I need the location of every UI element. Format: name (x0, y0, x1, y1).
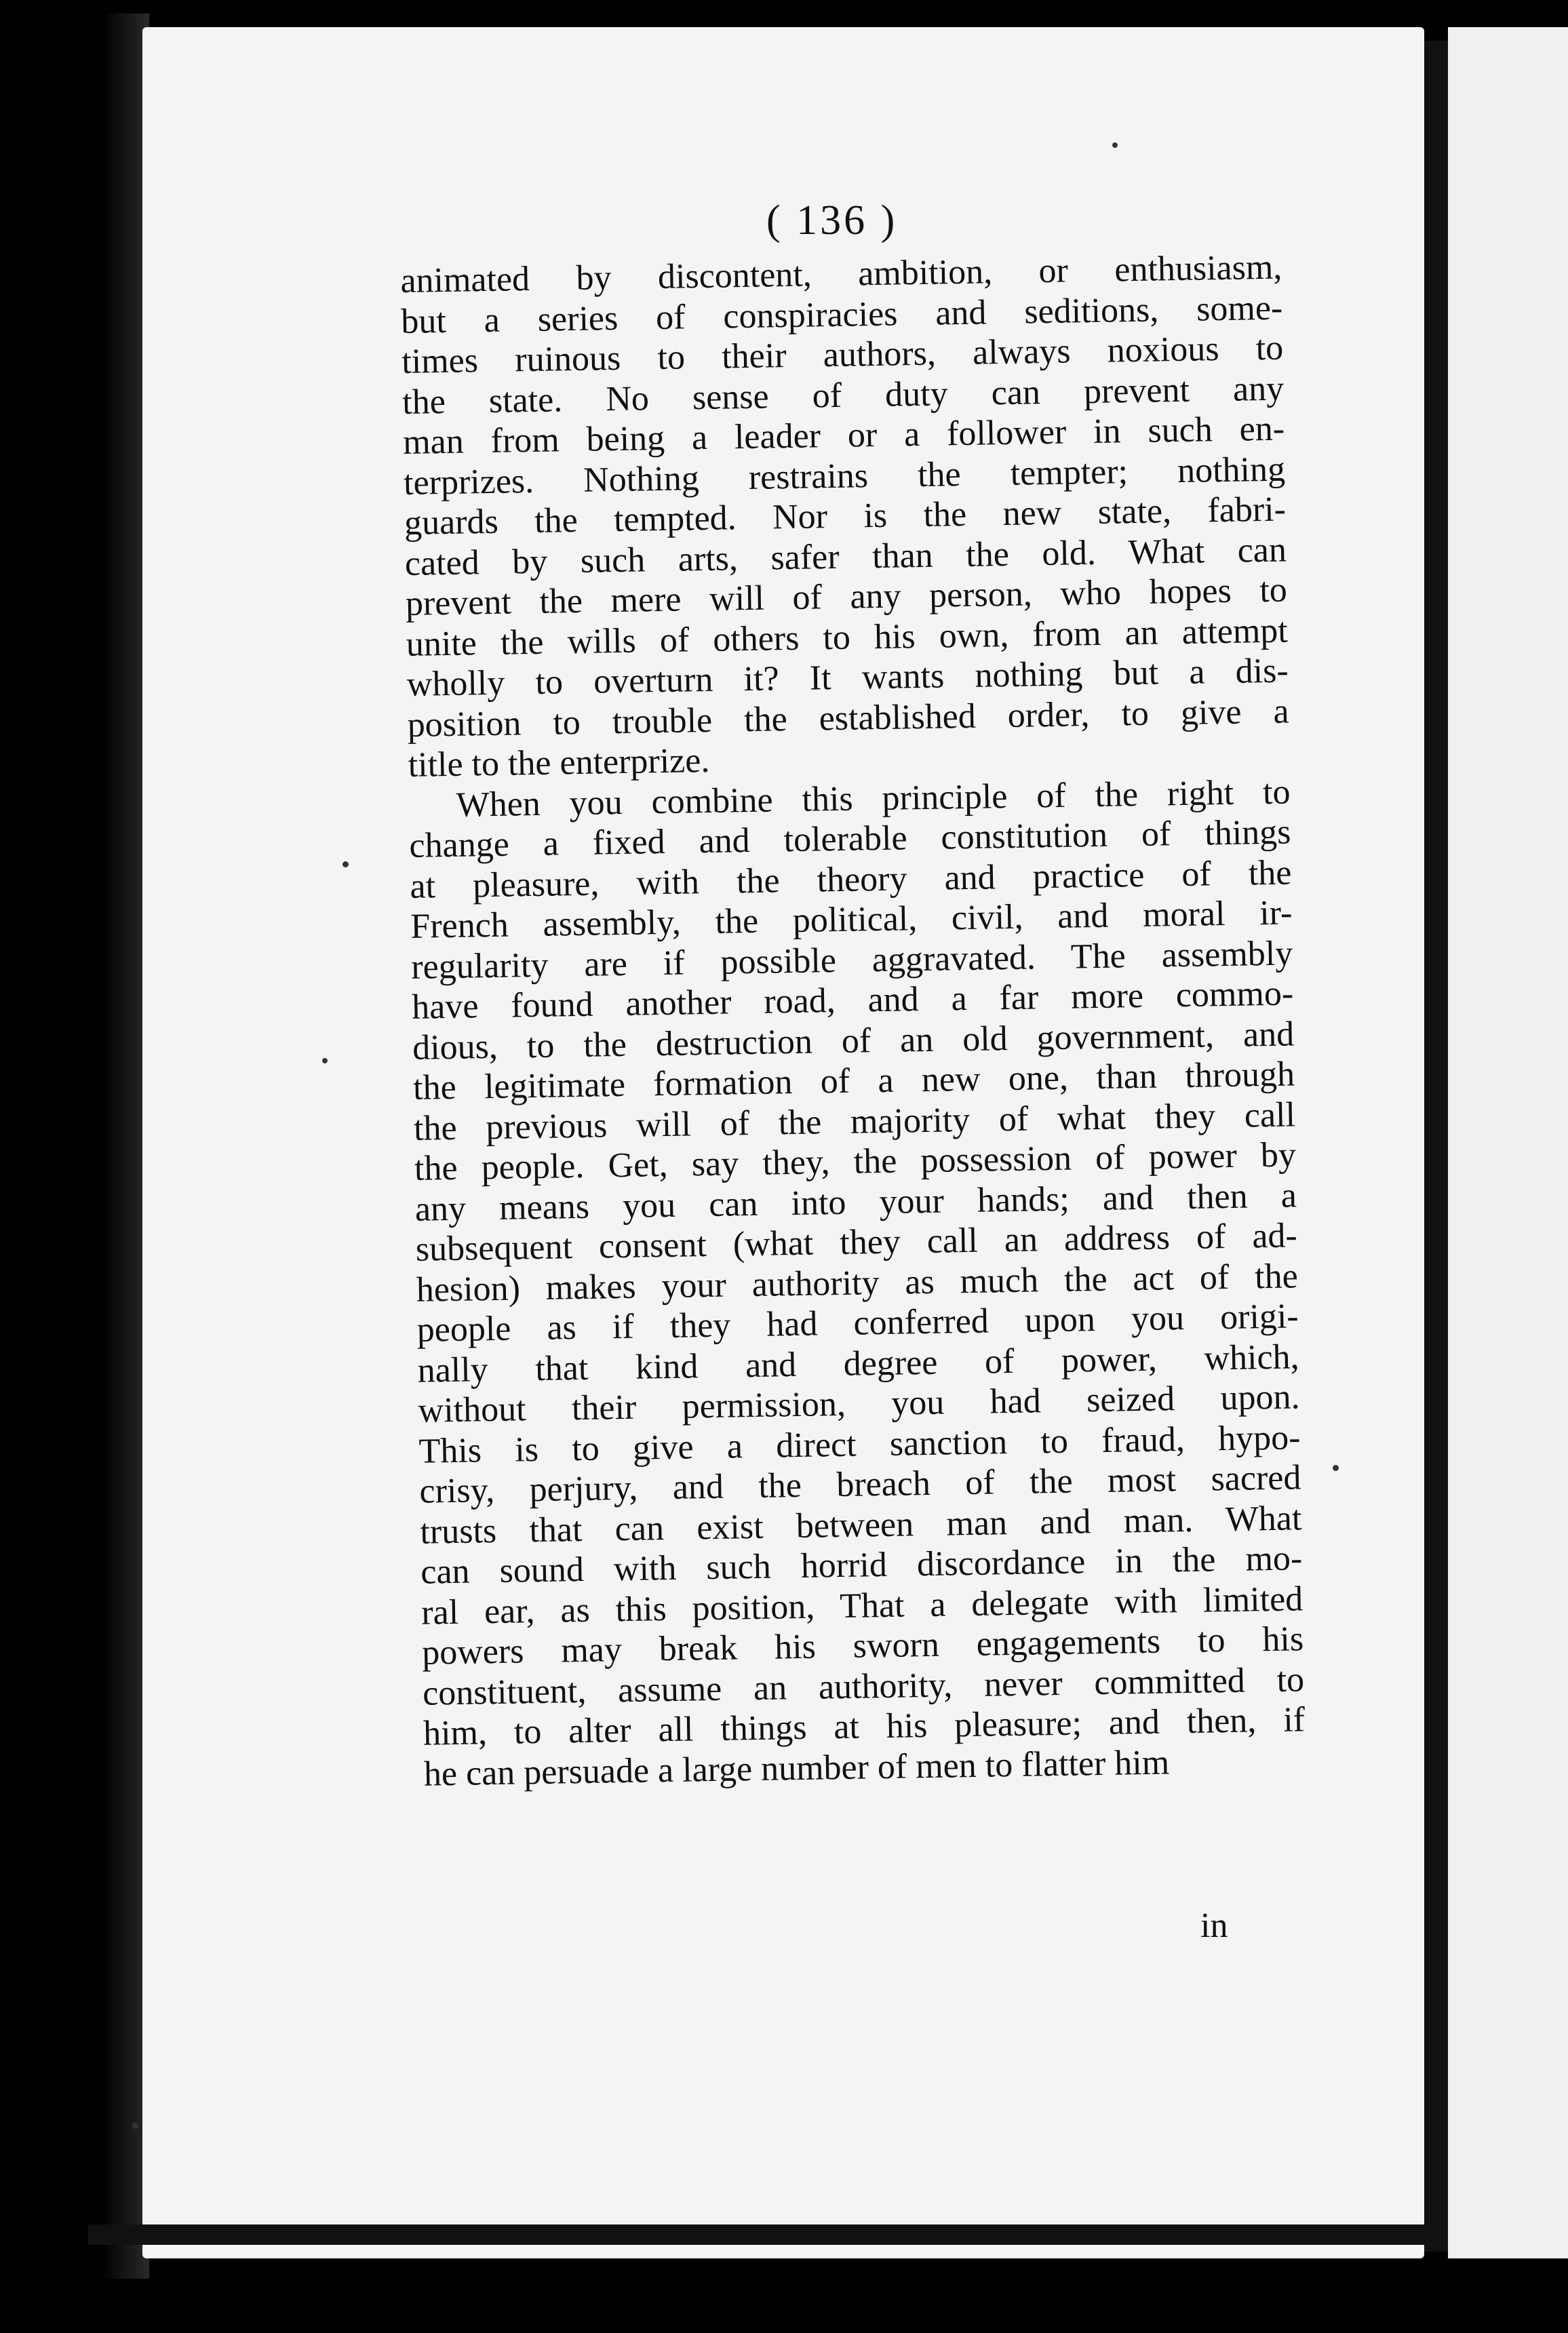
text-line: ral ear, as this position, That a delegate with limited (420, 1579, 1304, 1632)
paragraph (400, 248, 1290, 786)
text-line: he can persuade a large number of men to flatter him (423, 1742, 1170, 1794)
book-gutter (1424, 41, 1450, 2252)
body-text (400, 248, 1306, 1795)
text-line: When you combine this principle of the right to (456, 772, 1291, 825)
text-line: the people. Get, say they, the possession of power by (414, 1135, 1297, 1188)
text-line: but a series of conspiracies and seditions, some- (400, 288, 1283, 341)
text-line: crisy, perjury, and the breach of the most sacred (419, 1458, 1301, 1511)
scan-speck (1333, 1465, 1339, 1471)
text-line: powers may break his sworn engagements to his (421, 1620, 1304, 1672)
text-line: hesion) makes your authority as much the act of the (416, 1256, 1299, 1310)
text-line: dious, to the destruction of an old government, and (412, 1014, 1295, 1067)
text-line: prevent the mere will of any person, who hopes to (405, 570, 1288, 623)
text-line: the previous will of the majority of what they call (413, 1095, 1296, 1148)
text-line: subsequent consent (what they call an address of ad- (415, 1216, 1298, 1269)
scan-speck (342, 861, 349, 867)
text-line: any means you can into your hands; and then a (414, 1175, 1297, 1229)
facing-page-edge (1448, 27, 1568, 2258)
text-line: at pleasure, with the theory and practice of the (410, 852, 1292, 906)
text-line: animated by discontent, ambition, or enthusiasm, (400, 248, 1282, 300)
page-bottom-edge (88, 2224, 1431, 2245)
text-line: people as if they had conferred upon you origi- (416, 1297, 1299, 1350)
page-number: ( 136 ) (766, 197, 898, 243)
paragraph (408, 772, 1306, 1795)
text-line: guards the tempted. Nor is the new state, fabri- (404, 490, 1287, 543)
text-line: change a fixed and tolerable constitution of things (409, 812, 1291, 865)
text-line: regularity are if possible aggravated. The assembly (410, 933, 1293, 987)
text-line: wholly to overturn it? It wants nothing but a dis- (406, 651, 1289, 704)
text-line: have found another road, and a far more commo- (411, 974, 1294, 1027)
text-line: title to the enterprize. (408, 741, 710, 785)
text-line: position to trouble the established order, to give a (407, 691, 1290, 745)
text-line: This is to give a direct sanction to fraud, hypo- (418, 1417, 1301, 1471)
text-line: the state. No sense of duty can prevent any (401, 369, 1285, 422)
text-line: unite the wills of others to his own, from an attempt (406, 611, 1289, 664)
text-line: can sound with such horrid discordance in the mo- (420, 1539, 1303, 1592)
text-line: cated by such arts, safer than the old. What can (404, 530, 1287, 583)
text-line: French assembly, the political, civil, and moral ir- (410, 893, 1293, 946)
text-line: man from being a leader or a follower in such en- (402, 409, 1285, 462)
text-line: times ruinous to their authors, always noxious to (401, 328, 1284, 381)
text-line: without their permission, you had seized upon. (418, 1377, 1300, 1430)
text-line: trusts that can exist between man and man. What (419, 1498, 1302, 1552)
text-line: him, to alter all things at his pleasure; and then, if (423, 1700, 1306, 1753)
text-line: nally that kind and degree of power, which, (417, 1337, 1299, 1390)
scan-speck (322, 1058, 328, 1063)
text-line: terprizes. Nothing restrains the tempter; nothing (403, 450, 1286, 503)
text-line: constituent, assume an authority, never committed to (422, 1660, 1305, 1713)
scan-speck (132, 2123, 138, 2129)
catchword: in (1200, 1906, 1228, 1945)
text-line: the legitimate formation of a new one, than through (412, 1055, 1295, 1107)
scan-speck (1112, 142, 1118, 148)
